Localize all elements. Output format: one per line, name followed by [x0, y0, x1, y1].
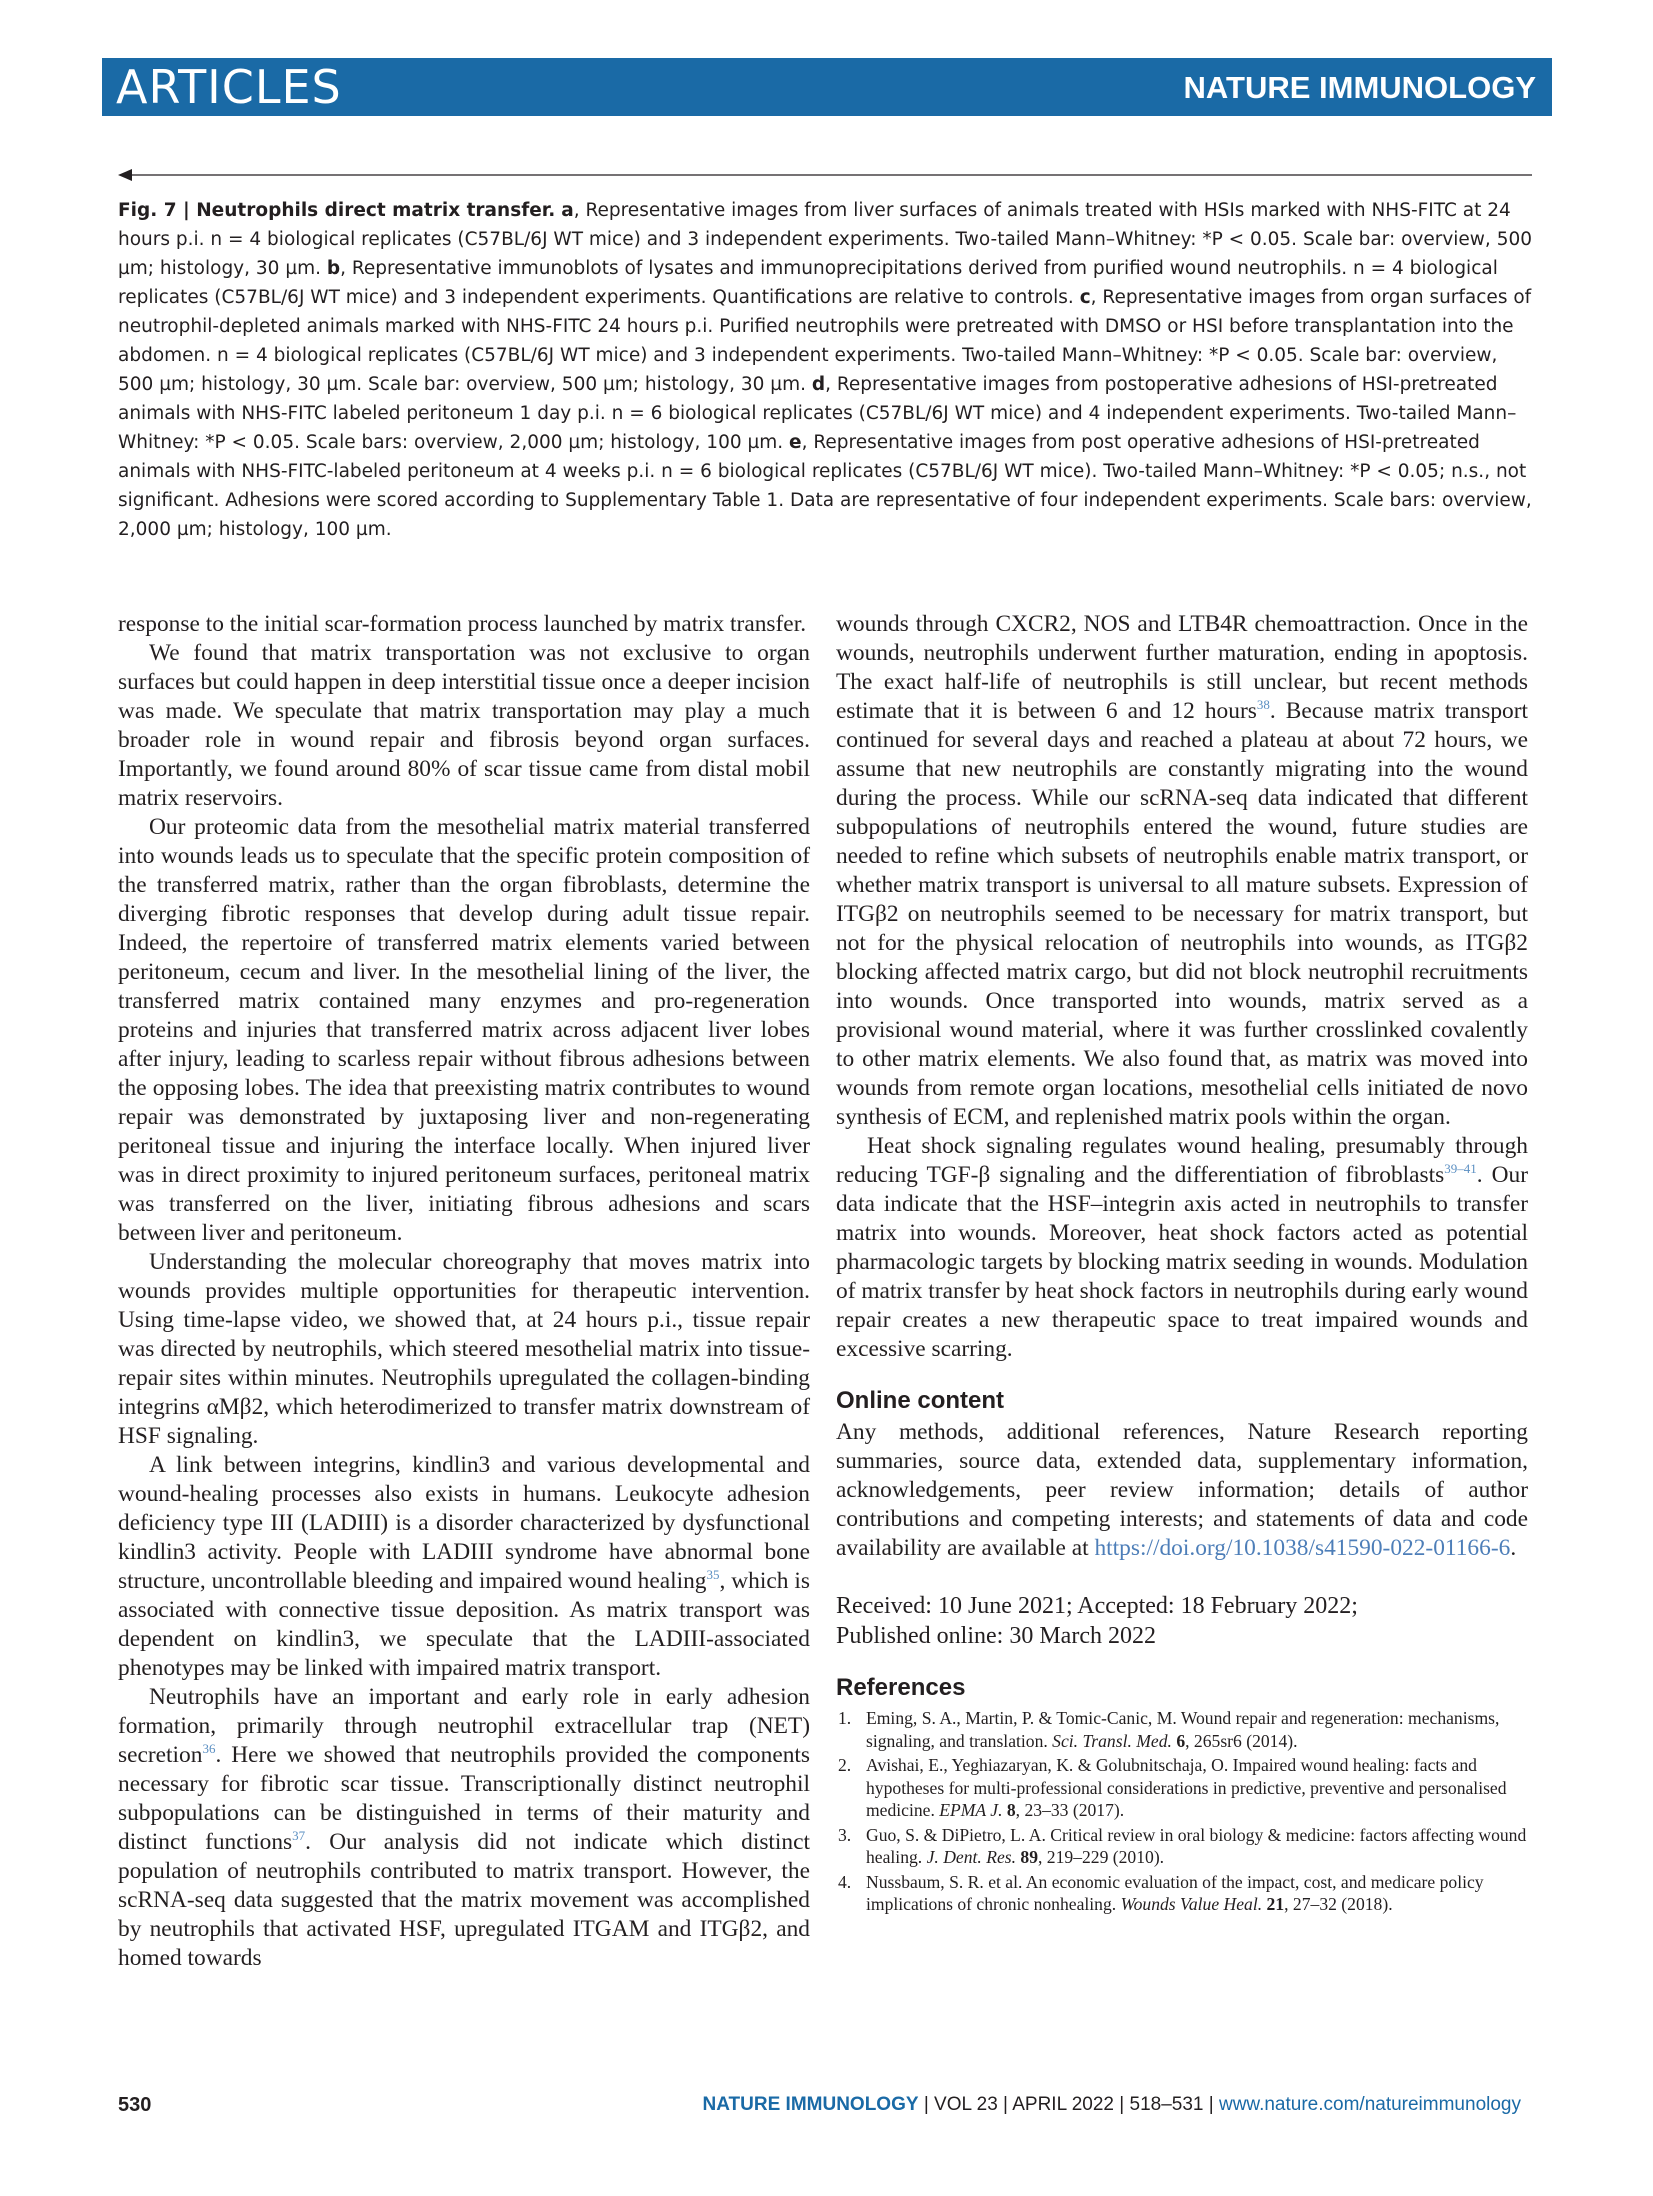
paragraph — [836, 1132, 1528, 1364]
reference-number: 2. — [838, 1755, 852, 1775]
reference-volume: 21 — [1266, 1894, 1285, 1914]
body-left-column — [118, 610, 810, 1973]
reference-item — [836, 1871, 1528, 1916]
caption-panel-b: , Representative immunoblots of lysates and immunoprecipitations derived from purified wound neutrophils. n = 4 biological replicates (C57BL/6J WT mice) and 3 independent experiments. Quantifications are relative to controls. — [118, 258, 1498, 308]
reference-journal: EPMA J. — [939, 1800, 1003, 1820]
caption-panel-d-label: d — [811, 374, 826, 395]
reference-text: Guo, S. & DiPietro, L. A. Critical review in oral biology & medicine: factors affecting wound healing. — [866, 1824, 1527, 1867]
body-right-column — [836, 610, 1528, 1918]
journal-banner — [102, 58, 1552, 116]
section-label: ARTICLES — [116, 60, 342, 114]
reference-item — [836, 1824, 1528, 1869]
reference-item — [836, 1754, 1528, 1822]
paragraph: We found that matrix transportation was not exclusive to organ surfaces but could happen in deep interstitial tissue once a deeper incision was made. We speculate that matrix transportation may play a much broader role in wound repair and fibrosis beyond organ surfaces. Importantly, we found around 80% of scar tissue came from distal mobil matrix reservoirs. — [118, 640, 810, 811]
reference-text: Nussbaum, S. R. et al. An economic evaluation of the impact, cost, and medicare policy implications of chronic nonhealing. — [866, 1871, 1484, 1914]
reference-volume: 89 — [1020, 1847, 1038, 1867]
reference-pages: , 265sr6 (2014). — [1185, 1730, 1298, 1751]
paragraph-text: wounds through CXCR2, NOS and LTB4R chemoattraction. Once in the wounds, neutrophils underwent further maturation, ending in apoptosis. The exact half-life of neutrophils is still unclear, but recent methods estimate that it is between 6 and 12 hours — [836, 611, 1528, 724]
received-accepted-dates: Received: 10 June 2021; Accepted: 18 February 2022; — [836, 1593, 1358, 1619]
paragraph-text: A link between integrins, kindlin3 and various developmental and wound-healing processes also exists in humans. Leukocyte adhesion deficiency type III (LADIII) is a disorder characterized by dysfunctional kindlin3 activity. People with LADIII syndrome have abnormal bone structure, uncontrollable bleeding and impaired wound healing — [118, 1452, 810, 1594]
reference-number: 1. — [838, 1708, 852, 1728]
paragraph-text: Heat shock signaling regulates wound healing, presumably through reducing TGF-β signaling and the differentiation of fibroblasts — [836, 1133, 1528, 1188]
caption-panel-a-label: a — [561, 200, 574, 221]
paragraph-text: . Because matrix transport continued for several days and reached a plateau at about 72 hours, we assume that new neutrophils are constantly migrating into the wound during the process. While our scRNA-seq data indicated that different subpopulations of neutrophils entered the wound, future studies are needed to refine which subsets of neutrophils enable matrix transport, or whether matrix transport is universal to all mature subsets. Expression of ITGβ2 on neutrophils seemed to be necessary for matrix transport, but not for the physical relocation of neutrophils into wounds, as ITGβ2 blocking affected matrix cargo, but did not block neutrophil recruitments into wounds. Once transported into wounds, matrix served as a provisional wound material, where it was further crosslinked covalently to other matrix elements. We also found that, as matrix was moved into wounds from remote organ locations, mesothelial cells initiated de novo synthesis of ECM, and replenished matrix pools within the organ. — [836, 698, 1528, 1130]
caption-panel-a: , Representative images from liver surfaces of animals treated with HSIs marked with NHS-FITC at 24 hours p.i. n = 4 biological replicates (C57BL/6J WT mice) and 3 independent experiments. Two-tailed Mann–Whitney: *P < 0.05. Scale bar: overview, 500 µm; histology, 30 µm. — [118, 200, 1533, 279]
citation-link[interactable]: 38 — [1256, 697, 1270, 713]
reference-text: Eming, S. A., Martin, P. & Tomic-Canic, M. Wound repair and regeneration: mechanisms, signaling, and translation. — [866, 1708, 1500, 1751]
reference-pages: , 23–33 (2017). — [1015, 1800, 1125, 1820]
paragraph-text: . Here we showed that neutrophils provided the components necessary for fibrotic scar tissue. Transcriptionally distinct neutrophil subpopulations can be distinguished in terms of their maturity and distinct functions — [118, 1742, 810, 1855]
online-content-heading: Online content — [836, 1387, 1004, 1414]
citation-link[interactable]: 35 — [706, 1567, 720, 1583]
citation-link[interactable]: 36 — [202, 1741, 216, 1757]
references-heading: References — [836, 1674, 966, 1701]
paragraph-text: , which is associated with connective tissue deposition. As matrix transport was dependent on kindlin3, we speculate that the LADIII-associated phenotypes may be linked with impaired matrix transport. — [118, 1568, 811, 1681]
journal-label: NATURE IMMUNOLOGY — [1183, 70, 1536, 105]
continuation-arrow-icon — [118, 168, 1532, 182]
separator: | — [918, 2094, 935, 2115]
caption-title: Fig. 7 | Neutrophils direct matrix transfer. — [118, 200, 556, 221]
separator: | — [1114, 2094, 1130, 2115]
caption-panel-e: , Representative images from post operative adhesions of HSI-pretreated animals with NHS-FITC-labeled peritoneum at 4 weeks p.i. n = 6 biological replicates (C57BL/6J WT mice). Two-tailed Mann–Whitney: *P < 0.05; n.s., not significant. Adhesions were scored according to Supplementary Table 1. Data are representative of four independent experiments. Scale bars: overview, 2,000 µm; histology, 100 µm. — [118, 432, 1532, 540]
online-content-text — [836, 1418, 1528, 1563]
reference-list — [836, 1707, 1528, 1916]
reference-volume: 8 — [1006, 1800, 1016, 1820]
paragraph: Our proteomic data from the mesothelial matrix material transferred into wounds leads us to speculate that the specific protein composition of the transferred matrix, rather than the organ fibroblasts, determine the diverging fibrotic responses that develop during adult tissue repair. Indeed, the repertoire of transferred matrix elements varied between peritoneum, cecum and liver. In the mesothelial lining of the liver, the transferred matrix contained many enzymes and pro-regeneration proteins and injuries that transferred matrix across adjacent liver lobes after injury, leading to scarless repair without fibrous adhesions between the opposing lobes. The idea that preexisting matrix contributes to wound repair was demonstrated by juxtaposing liver and non-regenerating peritoneal tissue and injuring the interface locally. When injured liver was in direct proximity to injured peritoneum surfaces, peritoneal matrix was transferred on the liver, initiating fibrous adhesions and scars between liver and peritoneum. — [118, 814, 810, 1246]
caption-panel-c: , Representative images from organ surfaces of neutrophil-depleted animals marked with NHS-FITC 24 hours p.i. Purified neutrophils were pretreated with DMSO or HSI before transplantation into the abdomen. n = 4 biological replicates (C57BL/6J WT mice) and 3 independent experiments. Two-tailed Mann–Whitney: *P < 0.05. Scale bar: overview, 500 µm; histology, 30 µm. Scale bar: overview, 500 µm; histology, 30 µm. — [118, 287, 1532, 395]
paragraph-text: Any methods, additional references, Nature Research reporting summaries, source data, extended data, supplementary information, acknowledgements, peer review information; details of author contributions and competing interests; and statements of data and code availability are available at — [836, 1419, 1528, 1561]
paragraph: Understanding the molecular choreography that moves matrix into wounds provides multiple opportunities for therapeutic intervention. Using time-lapse video, we showed that, at 24 hours p.i., tissue repair was directed by neutrophils, which steered mesothelial matrix into tissue-repair sites within minutes. Neutrophils upregulated the collagen-binding integrins αMβ2, which heterodimerized to transfer matrix downstream of HSF signaling. — [118, 1249, 810, 1449]
reference-volume: 6 — [1176, 1730, 1186, 1751]
caption-panel-c-label: c — [1079, 287, 1091, 308]
citation-link[interactable]: 39–41 — [1444, 1161, 1477, 1177]
page-number: 530 — [118, 2094, 152, 2116]
footer-journal: NATURE IMMUNOLOGY — [702, 2094, 919, 2115]
figure-caption — [118, 196, 1534, 544]
caption-panel-d: , Representative images from postoperative adhesions of HSI-pretreated animals with NHS-FITC labeled peritoneum 1 day p.i. n = 6 biological replicates (C57BL/6J WT mice) and 4 independent experiments. Two-tailed Mann–Whitney: *P < 0.05. Scale bars: overview, 2,000 µm; histology, 100 µm. — [118, 374, 1517, 453]
reference-journal: J. Dent. Res. — [926, 1847, 1016, 1867]
citation-link[interactable]: 37 — [292, 1828, 306, 1844]
paragraph: response to the initial scar-formation process launched by matrix transfer. — [118, 611, 807, 637]
published-date: Published online: 30 March 2022 — [836, 1623, 1156, 1649]
publication-dates — [836, 1591, 1528, 1651]
paragraph-text: Neutrophils have an important and early role in early adhesion formation, primarily through neutrophil extracellular trap (NET) secretion — [118, 1684, 810, 1768]
footer-citation — [703, 2094, 1521, 2116]
paragraph-text: . — [1510, 1535, 1517, 1561]
doi-link[interactable]: https://doi.org/10.1038/s41590-022-01166-6 — [1094, 1535, 1511, 1561]
journal-url-link[interactable]: www.nature.com/natureimmunology — [1218, 2094, 1521, 2115]
caption-panel-b-label: b — [326, 258, 341, 279]
footer-pages: 518–531 — [1129, 2094, 1204, 2115]
reference-number: 3. — [838, 1824, 852, 1845]
caption-panel-e-label: e — [789, 432, 802, 453]
footer-date: APRIL 2022 — [1012, 2094, 1114, 2115]
paragraph — [118, 1683, 810, 1973]
reference-pages: , 219–229 (2010). — [1038, 1847, 1165, 1867]
paragraph-text: . Our data indicate that the HSF–integrin axis acted in neutrophils to transfer matrix into wounds. Moreover, heat shock factors acted as potential pharmacologic targets by blocking matrix seeding in wounds. Modulation of matrix transfer by heat shock factors in neutrophils during early wound repair creates a new therapeutic space to treat impaired wounds and excessive scarring. — [836, 1162, 1528, 1362]
reference-journal: Wounds Value Heal. — [1120, 1894, 1263, 1914]
reference-journal: Sci. Transl. Med. — [1052, 1730, 1172, 1751]
reference-pages: , 27–32 (2018). — [1284, 1894, 1393, 1914]
paragraph — [118, 1451, 810, 1683]
separator: | — [997, 2094, 1013, 2115]
separator: | — [1203, 2094, 1219, 2115]
reference-item — [836, 1707, 1528, 1752]
paragraph — [836, 610, 1528, 1132]
paragraph-text: . Our analysis did not indicate which distinct population of neutrophils contributed to matrix transport. However, the scRNA-seq data suggested that the matrix movement was accomplished by neutrophils that activated HSF, upregulated ITGAM and ITGβ2, and homed towards — [118, 1829, 811, 1971]
reference-number: 4. — [838, 1871, 852, 1892]
footer-volume: VOL 23 — [934, 2094, 998, 2115]
reference-text: Avishai, E., Yeghiazaryan, K. & Golubnitschaja, O. Impaired wound healing: facts and hypotheses for multi-professional considerations in predictive, preventive and personalised medicine. — [866, 1755, 1507, 1820]
